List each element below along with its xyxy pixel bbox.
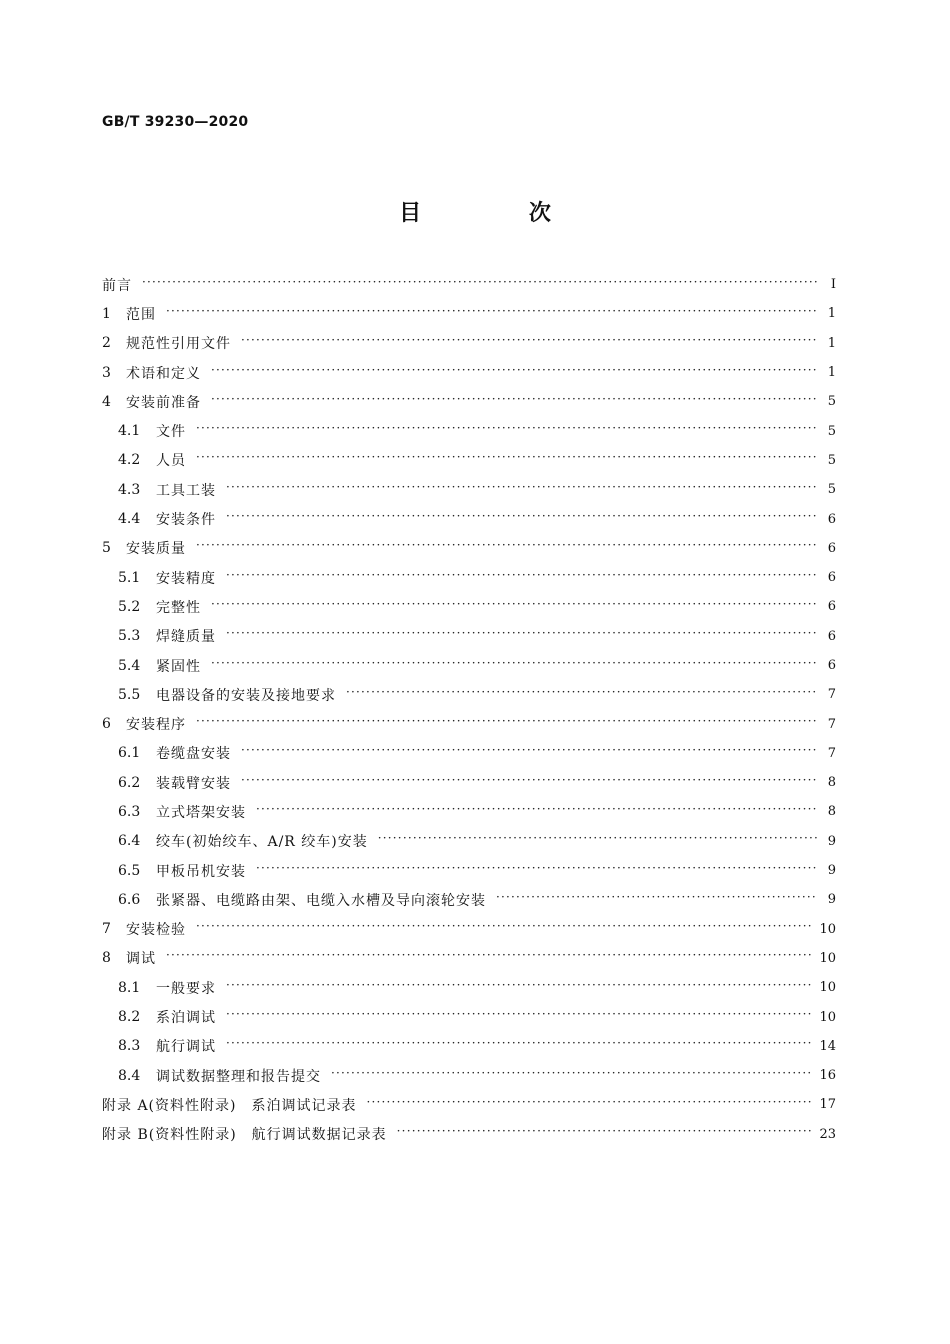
toc-entry-number: 6 [102,716,111,733]
toc-entry-page: 6 [827,511,836,527]
toc-entry-number: 8 [102,950,111,967]
toc-entry-page: 14 [819,1038,836,1054]
toc-entry[interactable] [102,504,836,533]
toc-entry-page: 6 [827,599,836,615]
toc-entry-page: 7 [827,716,836,732]
toc-entry-page: 16 [819,1068,836,1084]
toc-entry[interactable] [102,329,836,358]
toc-entry-label: 文件 [156,424,186,441]
toc-entry[interactable] [102,739,836,768]
toc-entry-page: 17 [819,1097,836,1113]
toc-entry-number: 6.3 [118,803,141,820]
dot-leader [196,717,818,731]
toc-entry-label: 安装精度 [156,570,216,587]
toc-entry[interactable] [102,709,836,738]
dot-leader [241,746,818,760]
toc-entry-number: 8.4 [118,1067,141,1084]
toc-entry[interactable] [102,1002,836,1031]
toc-entry-label: 规范性引用文件 [126,336,231,353]
toc-entry-number: 6.5 [118,862,141,879]
toc-entry-label: 工具工装 [156,482,216,499]
toc-entry-page: 8 [827,775,836,791]
toc-entry[interactable] [102,1061,836,1090]
toc-entry-page: 5 [827,452,836,468]
toc-entry[interactable] [102,885,836,914]
toc-entry-label: 附录 B(资料性附录) 航行调试数据记录表 [102,1127,387,1144]
toc-entry-page: 5 [827,394,836,410]
dot-leader [166,951,813,965]
toc-title: 目 次 [399,201,601,226]
dot-leader [226,483,818,497]
toc-entry[interactable] [102,416,836,445]
toc-entry-number: 4 [102,393,111,410]
toc-entry[interactable] [102,387,836,416]
toc-entry[interactable] [102,856,836,885]
dot-leader [256,864,818,878]
toc-entry-number: 6.1 [118,745,141,762]
dot-leader [226,629,818,643]
toc-entry-page: 23 [819,1126,836,1142]
toc-entry-number: 8.2 [118,1009,141,1026]
toc-entry[interactable] [102,827,836,856]
toc-entry-page: 1 [827,306,836,322]
dot-leader [196,541,818,555]
toc-entry-page: 10 [819,1009,836,1025]
toc-entry[interactable] [102,446,836,475]
toc-entry-number: 8.1 [118,979,141,996]
toc-entry-number: 6.4 [118,833,141,850]
dot-leader [226,1010,813,1024]
toc-entry-page: 6 [827,570,836,586]
toc-entry-page: 6 [827,540,836,556]
toc-entry-label: 调试数据整理和报告提交 [156,1068,321,1085]
toc-entry-label: 安装检验 [126,922,186,939]
toc-entry-number: 5.3 [118,628,141,645]
toc-entry[interactable] [102,534,836,563]
toc-entry[interactable] [102,592,836,621]
dot-leader [211,600,818,614]
dot-leader [211,659,818,673]
standard-code: GB/T 39230—2020 [102,114,249,130]
dot-leader [366,1098,813,1112]
toc-entry-label: 一般要求 [156,980,216,997]
dot-leader [378,834,818,848]
toc-entry[interactable] [102,299,836,328]
dot-leader [496,893,818,907]
toc-entry[interactable] [102,944,836,973]
toc-entry-number: 8.3 [118,1038,141,1055]
toc-entry-label: 甲板吊机安装 [156,863,246,880]
toc-entry-page: 8 [827,804,836,820]
dot-leader [241,776,818,790]
dot-leader [226,512,818,526]
dot-leader [226,1039,813,1053]
toc-entry-number: 5.1 [118,569,141,586]
toc-entry[interactable] [102,1032,836,1061]
toc-entry-label: 张紧器、电缆路由架、电缆入水槽及导向滚轮安装 [156,892,486,909]
toc-entry-page: 6 [827,658,836,673]
toc-entry[interactable] [102,1120,836,1149]
toc-entry-label: 安装质量 [126,541,186,558]
dot-leader [196,424,818,438]
toc-entry-label: 卷缆盘安装 [156,746,231,763]
dot-leader [331,1069,813,1083]
toc-entry-label: 调试 [126,951,156,968]
dot-leader [211,366,818,380]
toc-entry-number: 4.2 [118,452,141,469]
toc-entry-page: 1 [827,365,836,381]
table-of-contents [102,270,836,1149]
toc-entry-label: 装载臂安装 [156,775,231,792]
dot-leader [196,922,813,936]
toc-entry-page: 5 [827,482,836,498]
toc-entry-label: 焊缝质量 [156,629,216,646]
toc-entry-page: 9 [827,833,836,849]
toc-entry-number: 3 [102,364,111,381]
toc-entry-number: 5.5 [118,686,141,703]
toc-entry-label: 范围 [126,306,156,323]
toc-entry-label: 完整性 [156,599,201,616]
dot-leader [397,1127,814,1141]
toc-entry-number: 5 [102,540,111,557]
toc-entry-page: 7 [827,687,836,703]
toc-entry-page: 10 [819,980,836,996]
toc-entry[interactable] [102,358,836,387]
dot-leader [226,571,818,585]
toc-entry-label: 电器设备的安装及接地要求 [156,687,336,704]
toc-entry-label: 紧固性 [156,658,201,675]
toc-entry-label: 术语和定义 [126,365,201,382]
toc-entry[interactable] [102,680,836,709]
toc-entry-label: 绞车(初始绞车、A/R 绞车)安装 [156,834,368,851]
toc-entry-label: 人员 [156,453,186,470]
toc-entry-number: 4.3 [118,481,141,498]
toc-entry[interactable] [102,1090,836,1119]
toc-entry-label: 系泊调试 [156,1010,216,1027]
toc-entry-page: 1 [827,335,836,351]
toc-entry-page: 6 [827,628,836,644]
toc-entry-label: 航行调试 [156,1039,216,1056]
toc-entry-page: Ⅰ [830,277,836,293]
toc-entry-page: 5 [827,423,836,439]
toc-entry[interactable] [102,768,836,797]
toc-entry-number: 5.2 [118,598,141,615]
dot-leader [241,336,818,350]
toc-entry[interactable] [102,563,836,592]
toc-entry-number: 2 [102,335,111,352]
toc-entry-page: 9 [827,892,836,908]
toc-entry-number: 7 [102,921,111,938]
toc-entry[interactable] [102,973,836,1002]
toc-entry-label: 立式塔架安装 [156,804,246,821]
toc-entry[interactable] [102,797,836,826]
toc-entry-label: 安装条件 [156,512,216,529]
toc-entry[interactable] [102,475,836,504]
dot-leader [166,307,818,321]
dot-leader [256,805,818,819]
dot-leader [211,395,818,409]
dot-leader [196,453,818,467]
toc-entry-label: 附录 A(资料性附录) 系泊调试记录表 [102,1097,357,1114]
dot-leader [226,981,813,995]
toc-entry-number: 6.2 [118,774,141,791]
toc-entry-label: 安装前准备 [126,394,201,411]
toc-entry-number: 4.4 [118,511,141,528]
dot-leader [346,688,818,702]
toc-entry-number: 5.4 [118,657,141,674]
toc-entry-number: 4.1 [118,423,141,440]
toc-entry[interactable] [102,651,836,680]
toc-entry-label: 前言 [102,277,132,294]
toc-entry-page: 9 [827,863,836,879]
toc-entry-label: 安装程序 [126,717,186,734]
toc-entry-page: 7 [827,745,836,761]
toc-entry-page: 10 [819,950,836,966]
dot-leader [142,278,818,292]
toc-entry-page: 10 [819,921,836,937]
toc-entry[interactable] [102,270,836,299]
toc-entry-number: 6.6 [118,891,141,908]
toc-entry[interactable] [102,915,836,944]
toc-entry-number: 1 [102,305,111,322]
toc-entry[interactable] [102,622,836,651]
